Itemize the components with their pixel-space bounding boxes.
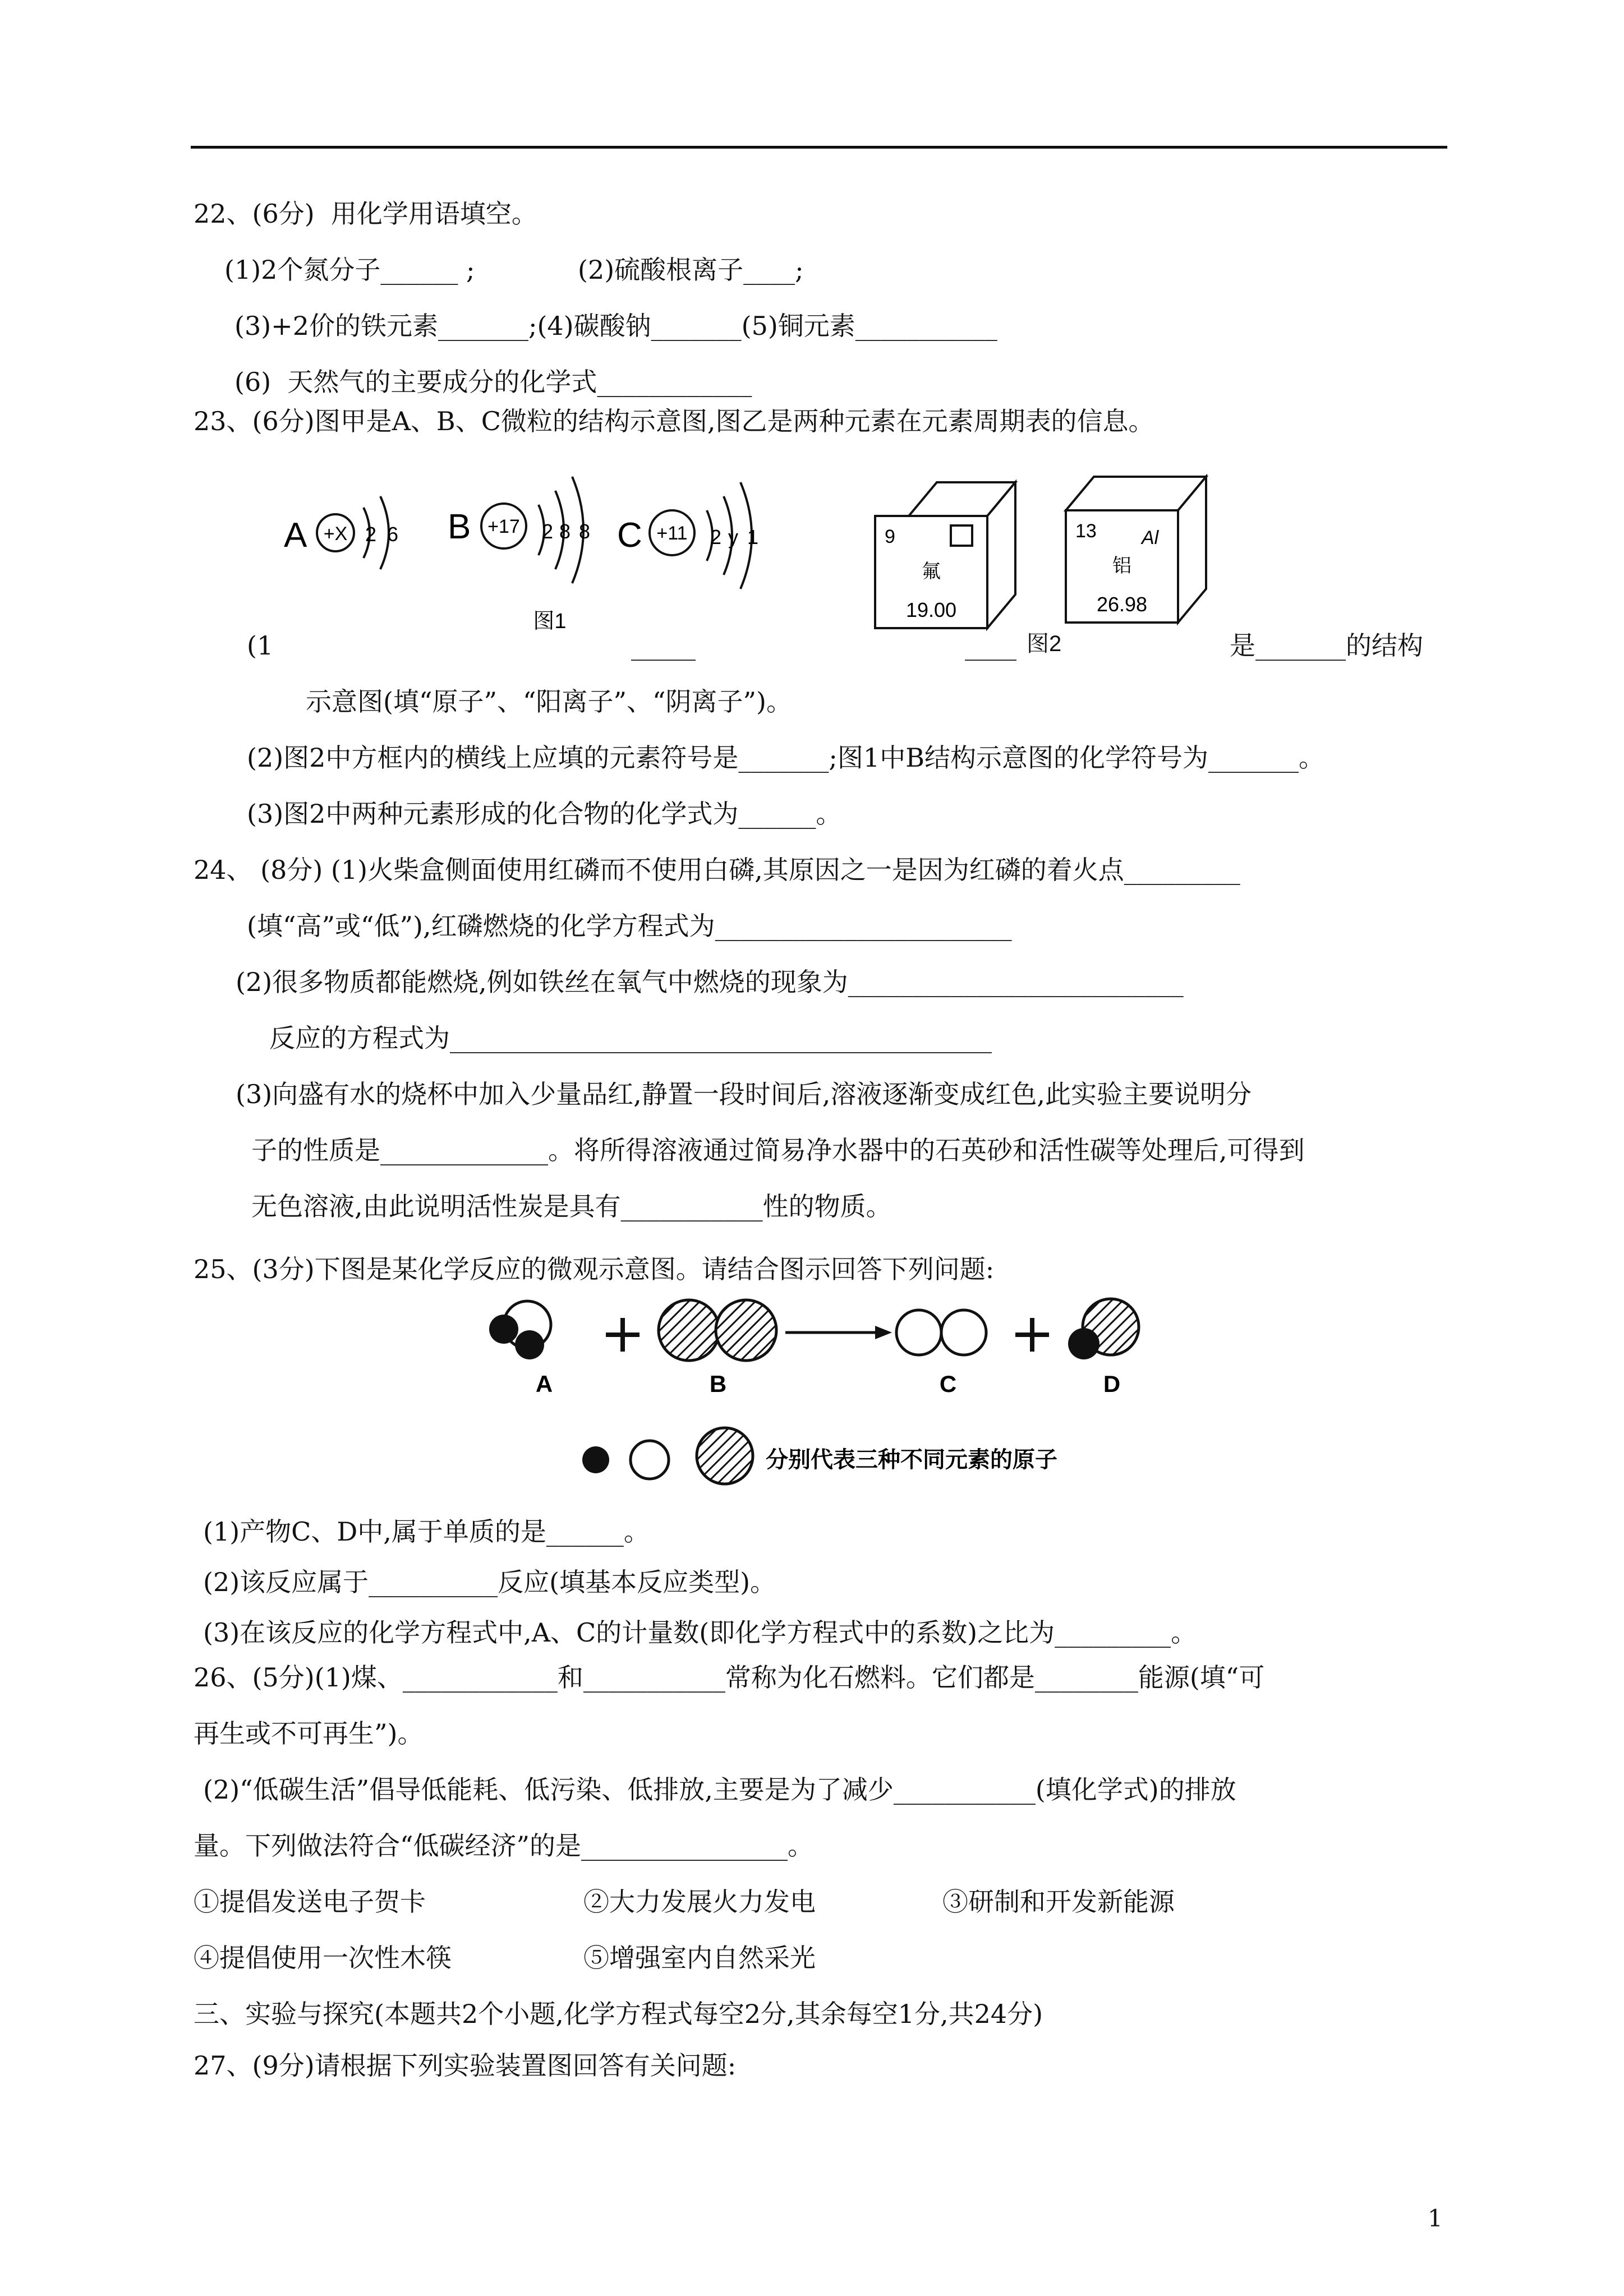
reaction-diagram	[482, 1295, 1178, 1486]
atom-b-shell-1: 2	[541, 520, 554, 543]
fluorine-name: 氟	[922, 561, 941, 582]
header-rule	[191, 146, 1447, 149]
legend-text: 分别代表三种不同元素的原子	[766, 1447, 1057, 1472]
q24-line3: (2)很多物质都能燃烧,例如铁丝在氧气中燃烧的现象为__________________________	[236, 967, 1184, 997]
molecule-c-label: C	[939, 1371, 957, 1397]
atom-c-shell-3: 1	[747, 525, 759, 548]
q23-line1-end: 是_______的结构	[1230, 630, 1423, 661]
q23-line3: (3)图2中两种元素形成的化合物的化学式为______。	[247, 799, 842, 829]
q23-line1-blank-1: _____	[631, 630, 696, 661]
atom-a-shell-2: 6	[387, 523, 399, 546]
figure-1-caption: 图1	[533, 610, 567, 633]
fluorine-mass: 19.00	[905, 598, 957, 621]
aluminium-mass: 26.98	[1096, 593, 1148, 616]
q25-line2: (2)该反应属于__________反应(填基本反应类型)。	[203, 1567, 776, 1597]
q27-title: 27、(9分)请根据下列实验装置图回答有关问题:	[194, 2050, 737, 2081]
aluminium-name: 铝	[1112, 555, 1131, 577]
q22-line1b: (2)硫酸根离子____;	[578, 255, 804, 285]
q26-option-1: ①提倡发送电子贺卡	[194, 1887, 426, 1917]
atom-b-nucleus: +17	[487, 516, 520, 537]
q26-option-3: ③研制和开发新能源	[942, 1887, 1175, 1917]
q26-option-4: ④提倡使用一次性木筷	[194, 1943, 452, 1973]
aluminium-symbol: Al	[1142, 527, 1159, 548]
atom-a-nucleus: +X	[323, 523, 348, 545]
q24-line1: 24、 (8分) (1)火柴盒侧面使用红磷而不使用白磷,其原因之一是因为红磷的着火点_________	[194, 855, 1240, 885]
q24-line4: 反应的方程式为__________________________________________	[269, 1023, 992, 1053]
atom-c-shell-1: 2	[710, 525, 722, 548]
q26-line3: (2)“低碳生活”倡导低能耗、低污染、低排放,主要是为了减少___________(填化学式)的排放	[203, 1774, 1236, 1805]
fluorine-number: 9	[885, 526, 895, 547]
q24-line5: (3)向盛有水的烧杯中加入少量品红,静置一段时间后,溶液逐渐变成红色,此实验主要说明分	[236, 1079, 1252, 1109]
q23-line1b: 示意图(填“原子”、“阳离子”、“阴离子”)。	[306, 686, 792, 717]
atom-a-letter: A	[284, 516, 307, 555]
atom-c-nucleus: +11	[656, 523, 688, 544]
q23-line1-blank-2: ____	[965, 630, 1016, 661]
q22-title: 22、(6分) 用化学用语填空。	[194, 199, 537, 229]
atom-a-shell-1: 2	[365, 523, 377, 546]
q23-title: 23、(6分)图甲是A、B、C微粒的结构示意图,图乙是两种元素在元素周期表的信息。	[194, 406, 1154, 436]
q23-line1-start: (1	[247, 630, 274, 661]
q24-line6: 子的性质是_____________。将所得溶液通过简易净水器中的石英砂和活性碳等处理后,可得到	[251, 1135, 1305, 1165]
q23-line2: (2)图2中方框内的横线上应填的元素符号是_______;图1中B结构示意图的化学符号为_______。	[247, 743, 1324, 773]
atom-c-shell-2: y	[728, 525, 738, 548]
page-number: 1	[1428, 2205, 1443, 2232]
q23-figure	[269, 460, 1257, 645]
figure-2-caption: 图2	[1027, 631, 1062, 656]
q25-line3: (3)在该反应的化学方程式中,A、C的计量数(即化学方程式中的系数)之比为_________。	[203, 1617, 1197, 1648]
q22-line1a: (1)2个氮分子______ ;	[224, 255, 475, 285]
q26-line2: 再生或不可再生”)。	[194, 1718, 424, 1749]
q24-line7: 无色溶液,由此说明活性炭是具有___________性的物质。	[251, 1191, 892, 1221]
aluminium-number: 13	[1075, 520, 1097, 542]
molecule-d-label: D	[1103, 1371, 1121, 1397]
q22-line3: (6) 天然气的主要成分的化学式____________	[234, 367, 752, 397]
q26-option-5: ⑤增强室内自然采光	[583, 1943, 816, 1973]
q25-title: 25、(3分)下图是某化学反应的微观示意图。请结合图示回答下列问题:	[194, 1254, 995, 1284]
q26-option-2: ②大力发展火力发电	[583, 1887, 816, 1917]
molecule-b-label: B	[709, 1371, 727, 1397]
q24-line2: (填“高”或“低”),红磷燃烧的化学方程式为_______________________	[247, 911, 1012, 941]
q25-line1: (1)产物C、D中,属于单质的是______。	[203, 1516, 650, 1547]
atom-b-shell-2: 8	[559, 520, 571, 543]
atom-b-shell-3: 8	[578, 520, 591, 543]
q26-line4: 量。下列做法符合“低碳经济”的是________________。	[194, 1831, 814, 1861]
atom-c-letter: C	[617, 516, 642, 555]
q26-line1: 26、(5分)(1)煤、____________和___________常称为化石燃料。它们都是________能源(填“可	[194, 1662, 1265, 1693]
q22-line2: (3)+2价的铁元素_______;(4)碳酸钠_______(5)铜元素___________	[234, 311, 997, 341]
atom-b-letter: B	[448, 508, 471, 546]
molecule-a-label: A	[535, 1371, 553, 1397]
section-3-heading: 三、实验与探究(本题共2个小题,化学方程式每空2分,其余每空1分,共24分)	[194, 1999, 1043, 2029]
